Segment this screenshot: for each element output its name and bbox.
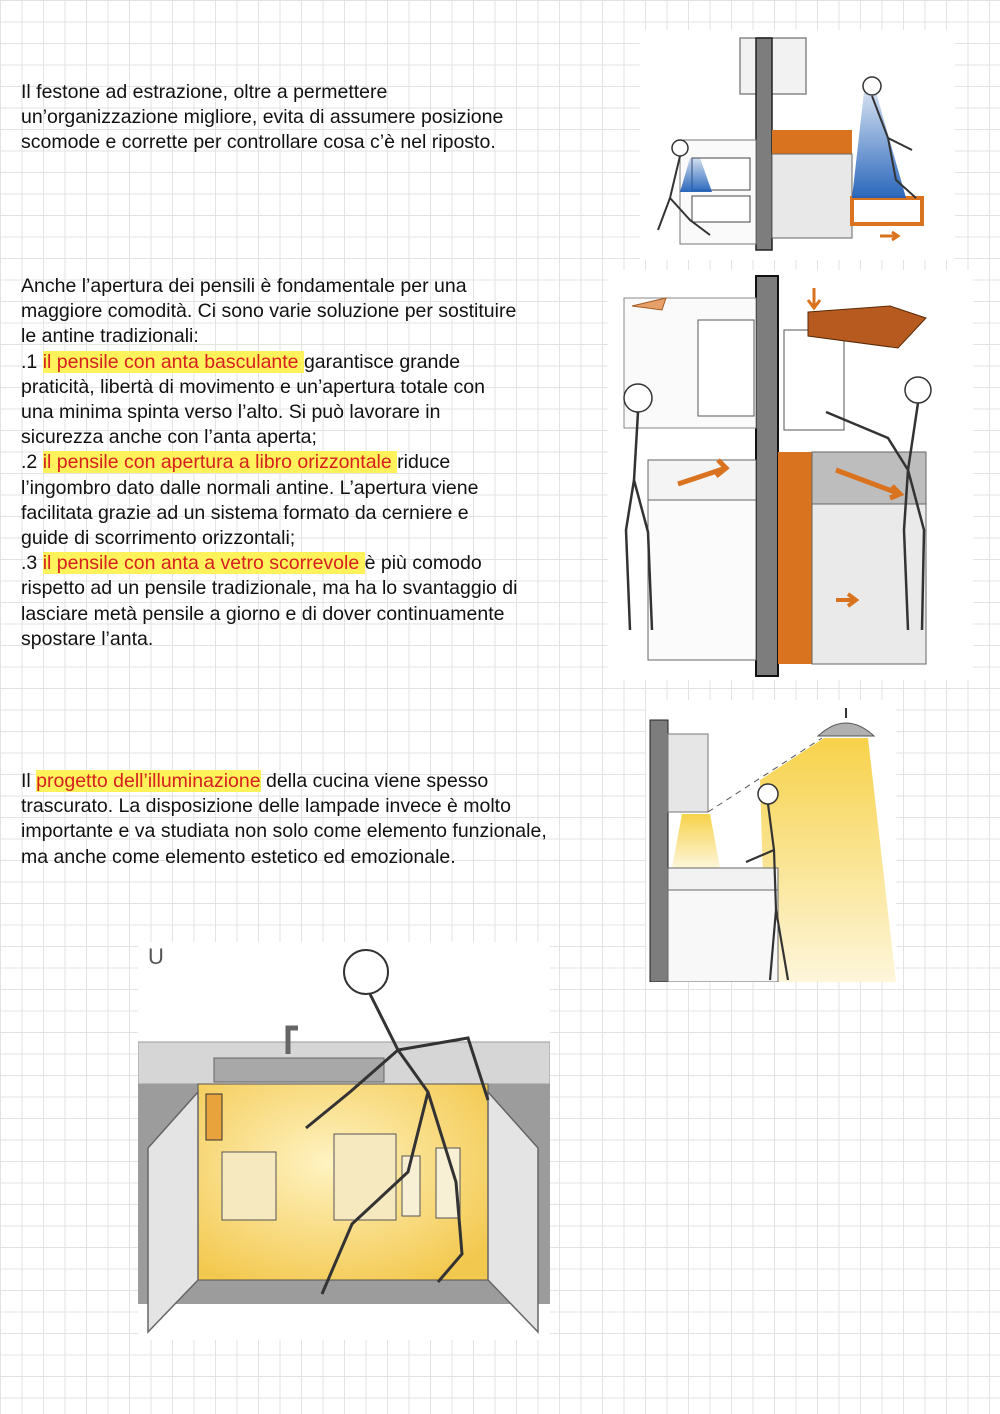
text-line: una minima spinta verso l’alto. Si può lavorare in (21, 401, 441, 424)
drawer-illustration (640, 30, 955, 260)
under-sink-lighting-figure-icon (138, 942, 550, 1340)
text-line: lasciare metà pensile a giorno e di dover continuamente (21, 602, 505, 625)
paragraph-drawer (21, 80, 503, 156)
item-number: .3 (21, 552, 43, 575)
text-line: le antine tradizionali: (21, 325, 199, 348)
text-line: praticità, libertà di movimento e un’apertura totale con (21, 375, 485, 398)
paragraph-lighting (21, 769, 547, 870)
text-line: importante e va studiata non solo come elemento funzionale, (21, 820, 547, 843)
text-line: guide di scorrimento orizzontali; (21, 527, 296, 550)
text-run: della cucina viene spesso (260, 770, 489, 792)
text-line: rispetto ad un pensile tradizionale, ma ha lo svantaggio di (21, 577, 518, 600)
lighting-illustration (646, 700, 896, 982)
text-run: garantisce grande (303, 350, 461, 373)
text-line: trascurato. La disposizione delle lampade invece è molto (21, 795, 511, 818)
text-line: facilitata grazie ad un sistema formato da cerniere e (21, 501, 469, 524)
text-run: riduce (397, 451, 451, 474)
svg-text:U: U (148, 944, 164, 969)
text-run: Il (21, 770, 37, 792)
highlight-vetro-scorrevole: il pensile con anta a vetro scorrevole (42, 552, 365, 575)
item-number: .2 (21, 451, 43, 474)
text-line: sicurezza anche con l’anta aperta; (21, 426, 317, 449)
text-line: scomode e corrette per controllare cosa c’è nel riposto. (21, 131, 496, 154)
wall-units-illustration (608, 270, 973, 680)
text-line: spostare l’anta. (21, 627, 154, 650)
text-line: ma anche come elemento estetico ed emozionale. (21, 845, 456, 868)
kitchen-drawer-figures-icon (640, 30, 955, 260)
kitchen-lamp-figure-icon (646, 700, 896, 982)
highlight-illuminazione: progetto dell’illuminazione (36, 770, 261, 792)
paragraph-wall-units (21, 274, 517, 652)
text-run: è più comodo (364, 552, 482, 575)
text-line: Il festone ad estrazione, oltre a permettere (21, 81, 388, 103)
text-line: un’organizzazione migliore, evita di assumere posizione (21, 106, 504, 129)
highlight-libro-orizzontale: il pensile con apertura a libro orizzontale (42, 451, 398, 474)
item-number: .1 (21, 350, 43, 373)
kitchen-wall-units-figures-icon (608, 270, 973, 680)
text-line: l’ingombro dato dalle normali antine. L’apertura viene (21, 476, 479, 499)
highlight-basculante: il pensile con anta basculante (42, 350, 304, 373)
under-sink-illustration (138, 942, 550, 1340)
text-line: maggiore comodità. Ci sono varie soluzione per sostituire (21, 300, 517, 323)
text-line: Anche l’apertura dei pensili è fondamentale per una (21, 275, 467, 297)
